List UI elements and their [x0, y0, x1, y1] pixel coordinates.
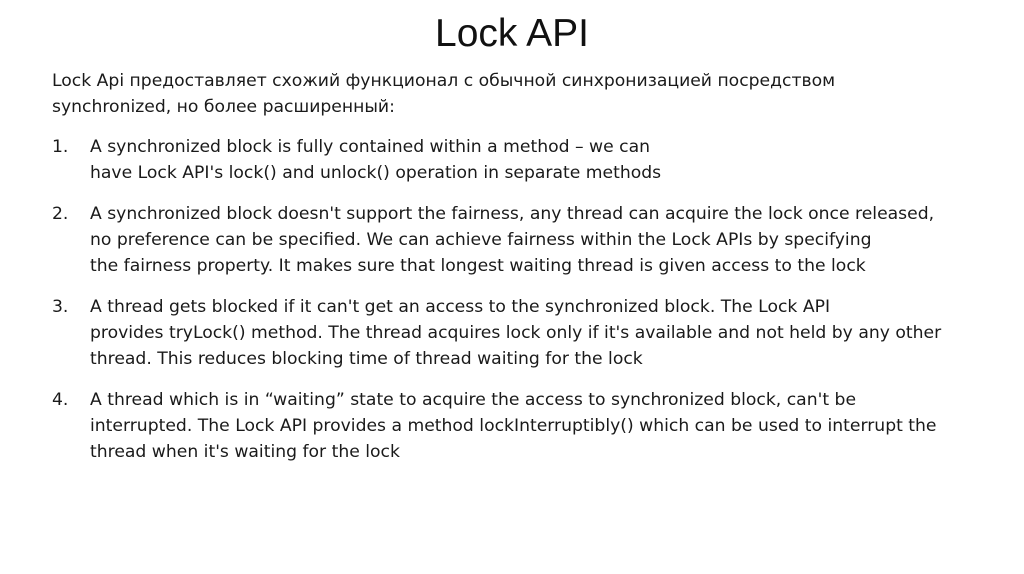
list-item-text [90, 294, 941, 372]
list-item [52, 134, 1017, 186]
intro-line: Lock Api предоставляет схожий функционал с обычной синхронизацией посредством [52, 71, 836, 91]
list-item-line: have Lock API's lock() and unlock() operation in separate methods [90, 163, 662, 183]
list-item [52, 387, 1017, 465]
list-item-line: A synchronized block doesn't support the fairness, any thread can acquire the lock once released, [90, 204, 935, 224]
list-item-line: thread. This reduces blocking time of thread waiting for the lock [90, 349, 643, 369]
list-item-line: provides tryLock() method. The thread acquires lock only if it's available and not held by any other [90, 323, 942, 343]
list-item-line: the fairness property. It makes sure that longest waiting thread is given access to the lock [90, 256, 866, 276]
slide-title: Lock API [435, 12, 589, 55]
list-item-line: no preference can be specified. We can achieve fairness within the Lock APIs by specifying [90, 230, 872, 250]
list-item-number: 2. [52, 204, 69, 224]
list-item-number: 1. [52, 137, 69, 157]
list-item-line: thread when it's waiting for the lock [90, 442, 400, 462]
list-item-line: A thread gets blocked if it can't get an access to the synchronized block. The Lock API [90, 297, 831, 317]
list-item-line: A thread which is in “waiting” state to acquire the access to synchronized block, can't be [90, 390, 857, 410]
list-item-number: 4. [52, 390, 69, 410]
intro-line: synchronized, но более расширенный: [52, 97, 395, 117]
list-item [52, 201, 1017, 279]
list-item-text [90, 134, 661, 186]
numbered-list [52, 134, 1017, 465]
list-item-number: 3. [52, 297, 69, 317]
slide-body [52, 68, 1017, 480]
list-item-line: interrupted. The Lock API provides a method lockInterruptibly() which can be used to interrupt the [90, 416, 937, 436]
list-item-text [90, 201, 934, 279]
intro-paragraph [52, 68, 1017, 120]
list-item [52, 294, 1017, 372]
list-item-text [90, 387, 937, 465]
list-item-line: A synchronized block is fully contained within a method – we can [90, 137, 651, 157]
